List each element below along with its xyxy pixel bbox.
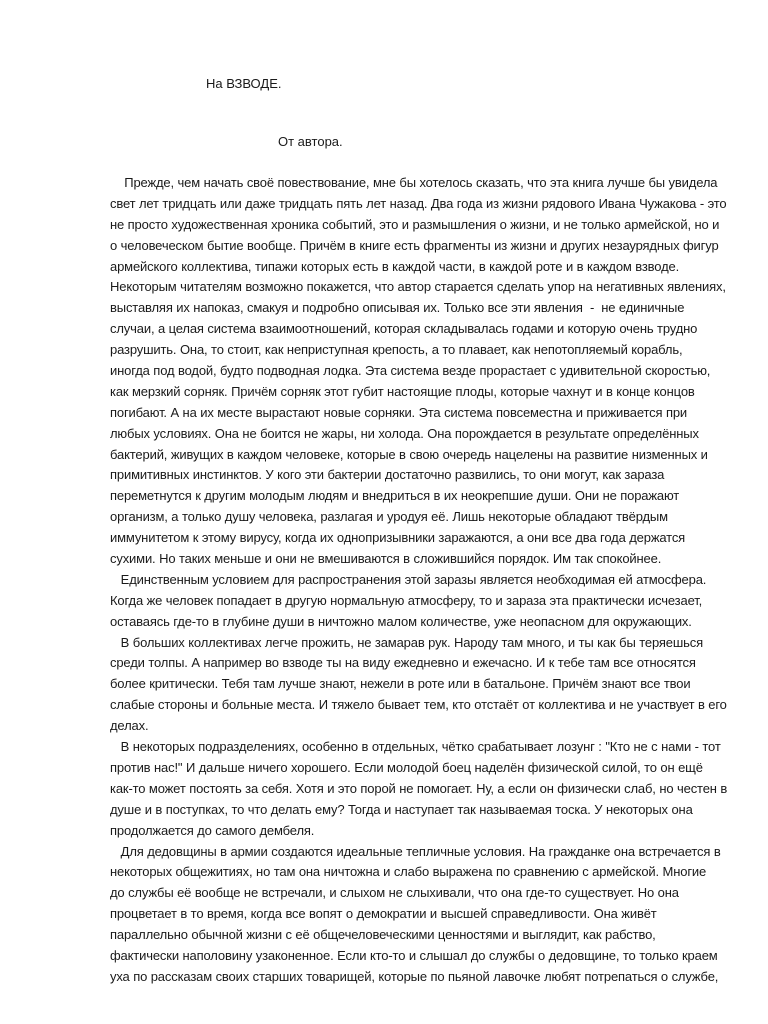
body-text-line: иногда под водой, будто подводная лодка. Эта система везде прорастает с удивительной скоростью,: [110, 363, 711, 379]
body-text-line: переметнутся к другим молодым людям и внедриться в их неокрепшие души. Они не поражают: [110, 488, 680, 504]
body-text-line: Единственным условием для распространения этой заразы является необходимая ей атмосфера.: [110, 571, 707, 587]
body-text-line: продолжается до самого дембеля.: [110, 822, 315, 838]
body-text-line: фактически наполовину узаконенное. Если кто-то и слышал до службы о дедовщине, то только краем: [110, 947, 718, 963]
body-text-line: слабые стороны и больные места. И тяжело бывает тем, кто отстаёт от коллектива и не участвует в его: [110, 697, 727, 713]
body-text-line: против нас!" И дальше ничего хорошего. Если молодой боец наделён физической силой, то он ещё: [110, 759, 703, 775]
document-body: [110, 173, 728, 988]
body-text-line: бактерий, живущих в каждом человеке, которые в свою очередь нацелены на развитие низменных и: [110, 446, 708, 462]
body-text-line: случаи, а целая система взаимоотношений, которая складывалась годами и которую очень трудно: [110, 321, 698, 337]
body-text-line: среди толпы. А например во взводе ты на виду ежедневно и ежечасно. И к тебе там все относятся: [110, 655, 696, 671]
body-text-line: любых условиях. Она не боится не жары, ни холода. Она порождается в результате определённых: [110, 425, 699, 441]
body-text-line: организм, а только душу человека, разлагая и уродуя её. Лишь некоторые обладают твёрдым: [110, 509, 668, 525]
body-text-line: разрушить. Она, то стоит, как неприступная крепость, а то плавает, как непотопляемый корабль,: [110, 342, 683, 358]
body-text-line: процветает в то время, когда все вопят о демократии и высшей справедливости. Она живёт: [110, 906, 657, 922]
body-text-line: Некоторым читателям возможно покажется, что автор старается сделать упор на негативных явлениях,: [110, 279, 726, 295]
body-text-line: Прежде, чем начать своё повествование, мне бы хотелось сказать, что эта книга лучше бы увидела: [110, 175, 718, 190]
body-text-line: В больших коллективах легче прожить, не замарав рук. Народу там много, и ты как бы теряешься: [110, 634, 703, 650]
body-text-line: не просто художественная хроника событий, это и размышления о жизни, и не только армейской, но и: [110, 216, 720, 232]
body-text-line: свет лет тридцать или даже тридцать пять лет назад. Два года из жизни рядового Ивана Чужакова - это: [110, 195, 727, 211]
body-text-line: Для дедовщины в армии создаются идеальные тепличные условия. На гражданке она встречается в: [110, 843, 721, 859]
body-text-line: о человеческом бытие вообще. Причём в книге есть фрагменты из жизни и других незаурядных фигур: [110, 237, 719, 253]
document-title: На ВЗВОДЕ.: [206, 76, 282, 91]
body-text-line: иммунитетом к этому вирусу, когда их однопризывники заражаются, а они все два года держатся: [110, 530, 686, 546]
body-text-line: уха по рассказам своих старших товарищей, которые по пьяной лавочке любят потрепаться о службе,: [110, 968, 719, 984]
body-text-line: до службы её вообще не встречали, и слыхом не слыхивали, что она где-то существует. Но она: [110, 885, 679, 901]
body-text-line: как-то может постоять за себя. Хотя и это порой не помогает. Ну, а если он физически слаб, но честен в: [110, 780, 728, 796]
body-text-line: В некоторых подразделениях, особенно в отдельных, чётко срабатывает лозунг : "Кто не с нами - тот: [110, 739, 721, 755]
body-text-line: армейского коллектива, типажи которых есть в каждой части, в каждой роте и в каждом взводе.: [110, 258, 680, 274]
body-text-line: душе и в поступках, то что делать ему? Тогда и наступает так называемая тоска. У некоторых она: [110, 801, 693, 817]
body-text-line: как мерзкий сорняк. Причём сорняк этот губит настоящие плоды, которые чахнут и в конце концов: [110, 383, 695, 399]
body-text-line: делах.: [110, 718, 149, 734]
document-subtitle: От автора.: [278, 134, 343, 149]
body-text-line: выставляя их напоказ, смакуя и подробно описывая их. Только все эти явления - не единичные: [110, 300, 685, 316]
body-text-line: примитивных инстинктов. У кого эти бактерии достаточно развились, то они могут, как зараза: [110, 467, 665, 483]
body-text-line: погибают. А на их месте вырастают новые сорняки. Эта система повсеместна и приживается при: [110, 404, 688, 420]
body-text-line: параллельно обычной жизни с её общечеловеческими ценностями и выглядит, как рабство,: [110, 927, 656, 943]
body-text-line: сухими. Но таких меньше и они не вмешиваются в сложившийся порядок. Им так спокойнее.: [110, 551, 662, 567]
body-text-line: оставаясь где-то в глубине души в ничтожно малом количестве, уже неопасном для окружающих.: [110, 613, 692, 629]
body-text-line: некоторых общежитиях, но там она ничтожна и слабо выражена по сравнению с армейской. Многие: [110, 864, 707, 880]
body-text-line: более критически. Тебя там лучше знают, нежели в роте или в батальоне. Причём знают все твои: [110, 676, 691, 692]
body-text-line: Когда же человек попадает в другую нормальную атмосферу, то и зараза эта практически исчезает,: [110, 592, 703, 608]
